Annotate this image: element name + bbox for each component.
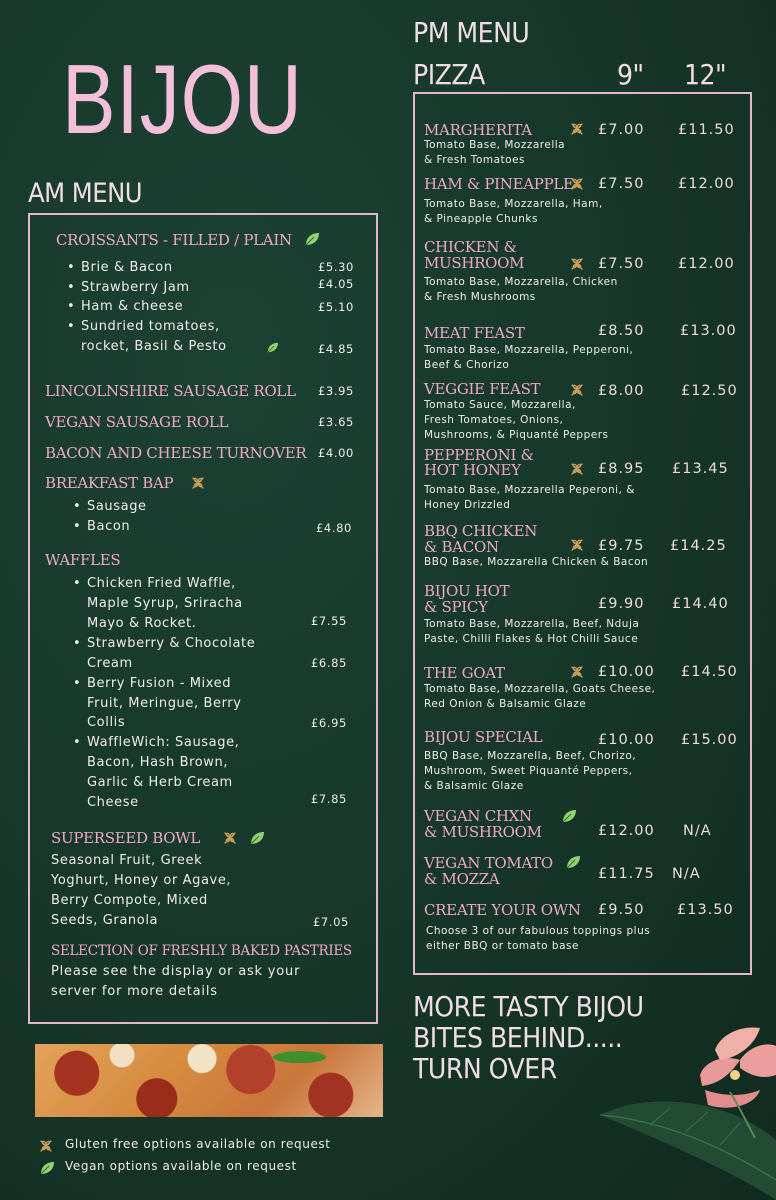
vegan-sausage-roll-heading: VEGAN SAUSAGE ROLL — [45, 413, 229, 431]
pizza-price-12: £11.50 — [678, 122, 735, 138]
pizza-price-12: N/A — [672, 866, 701, 882]
pizza-name: VEGGIE FEAST — [424, 380, 541, 398]
pizza-price-9: £7.00 — [598, 122, 645, 138]
leaf-icon — [39, 1161, 55, 1175]
list-item: • Ham & cheese — [81, 297, 183, 317]
pizza-price-12: N/A — [683, 823, 712, 839]
pizza-desc: either BBQ or tomato base — [426, 940, 579, 952]
pizza-name: VEGAN CHXN — [424, 807, 532, 825]
turn-over-line: TURN OVER — [413, 1052, 557, 1085]
item-price: £4.05 — [318, 277, 354, 291]
pizza-name: MEAT FEAST — [424, 324, 525, 342]
leaf-icon — [561, 809, 577, 823]
brand-title: BIJOU — [62, 44, 303, 154]
pizza-desc: & Fresh Mushrooms — [424, 291, 536, 303]
pizza-name: BIJOU HOT — [424, 582, 510, 600]
superseed-heading: SUPERSEED BOWL — [51, 829, 201, 847]
list-item-continued: Collis — [87, 715, 126, 730]
pizza-name: THE GOAT — [424, 664, 505, 682]
turn-over-line: BITES BEHIND..... — [413, 1021, 623, 1054]
pizza-price-9: £9.50 — [598, 902, 645, 918]
list-item-continued: Fruit, Meringue, Berry — [87, 696, 242, 711]
list-item: • Chicken Fried Waffle, — [87, 574, 236, 594]
list-item-continued: Cream — [87, 656, 133, 671]
pizza-desc: & Fresh Tomatoes — [424, 154, 525, 166]
pizza-price-9: £9.75 — [598, 538, 645, 554]
pizza-name: BBQ CHICKEN — [424, 522, 538, 540]
item-price: £7.05 — [313, 915, 349, 929]
gluten-free-icon — [569, 382, 585, 398]
item-price: £3.65 — [318, 415, 354, 429]
pizza-desc: & Balsamic Glaze — [424, 780, 524, 792]
pizza-price-9: £8.00 — [598, 383, 645, 399]
item-price: £4.80 — [316, 521, 352, 535]
pizza-desc: Beef & Chorizo — [424, 359, 510, 371]
pizza-desc: Tomato Sauce, Mozzarella, — [424, 399, 576, 411]
pizza-name-line2: & MUSHROOM — [424, 823, 542, 841]
pizza-price-9: £7.50 — [598, 176, 645, 192]
pizza-desc: Tomato Base, Mozzarella, Chicken — [424, 276, 618, 288]
list-item-continued: Garlic & Herb Cream — [87, 775, 233, 790]
pastries-desc: server for more details — [51, 984, 218, 999]
pizza-price-12: £13.50 — [677, 902, 734, 918]
pm-menu-title: PM MENU — [413, 16, 530, 49]
gluten-free-icon — [569, 537, 585, 553]
pizza-desc: Tomato Base, Mozzarella — [424, 139, 566, 151]
list-item-continued: Maple Syrup, Sriracha — [87, 596, 243, 611]
pizza-desc: Paste, Chilli Flakes & Hot Chilli Sauce — [424, 633, 639, 645]
pizza-name: VEGAN TOMATO — [424, 854, 553, 872]
pizza-label: PIZZA — [413, 58, 485, 91]
list-item-continued: Mayo & Rocket. — [87, 616, 197, 631]
legend-gluten-free: Gluten free options available on request — [65, 1137, 331, 1151]
pizza-price-9: £10.00 — [598, 664, 655, 680]
leaf-icon — [565, 855, 581, 869]
pizza-desc: Tomato Base, Mozzarella Peperoni, & — [424, 484, 635, 496]
croissants-heading: CROISSANTS - FILLED / PLAIN — [56, 231, 292, 249]
pizza-price-9: £8.95 — [598, 461, 645, 477]
list-item: • Sundried tomatoes, — [81, 317, 220, 337]
pizza-name: HAM & PINEAPPLE — [424, 175, 574, 193]
leaf-icon — [249, 831, 265, 845]
pizza-price-12: £13.00 — [680, 323, 737, 339]
gluten-free-icon — [569, 664, 585, 680]
list-item: • Bacon — [87, 517, 130, 537]
pizza-desc: BBQ Base, Mozzarella, Beef, Chorizo, — [424, 750, 637, 762]
pizza-name: CHICKEN & — [424, 238, 517, 256]
superseed-desc: Seasonal Fruit, Greek — [51, 853, 203, 868]
pizza-price-12: £12.00 — [678, 176, 735, 192]
list-item: • Brie & Bacon — [81, 258, 173, 278]
pizza-price-12: £14.40 — [672, 596, 729, 612]
list-item-continued: Cheese — [87, 795, 139, 810]
item-price: £7.55 — [311, 614, 347, 628]
gluten-free-icon — [569, 121, 585, 137]
pizza-desc: & Pineapple Chunks — [424, 213, 538, 225]
pizza-price-12: £14.25 — [670, 538, 727, 554]
item-price: £4.85 — [318, 342, 354, 356]
leaf-icon — [266, 342, 279, 353]
pizza-name-line2: & MOZZA — [424, 870, 500, 888]
gluten-free-icon — [569, 461, 585, 477]
pizza-desc: Tomato Base, Mozzarella, Goats Cheese, — [424, 683, 656, 695]
pastries-desc: Please see the display or ask your — [51, 964, 301, 979]
pizza-desc: Mushroom, Sweet Piquanté Peppers, — [424, 765, 633, 777]
pizza-name-line2: HOT HONEY — [424, 461, 521, 479]
pizza-desc: Tomato Base, Mozzarella, Pepperoni, — [424, 344, 634, 356]
gluten-free-icon — [190, 475, 206, 491]
pizza-price-9: £11.75 — [598, 866, 655, 882]
list-item: • Strawberry Jam — [81, 278, 190, 298]
pizza-name: CREATE YOUR OWN — [424, 901, 581, 919]
am-menu-title: AM MENU — [28, 178, 143, 209]
list-item: • Berry Fusion - Mixed — [87, 674, 231, 694]
pizza-desc: BBQ Base, Mozzarella Chicken & Bacon — [424, 556, 649, 568]
gluten-free-icon — [222, 830, 238, 846]
pizza-desc: Tomato Base, Mozzarella, Ham, — [424, 198, 603, 210]
list-item-continued: rocket, Basil & Pesto — [81, 339, 227, 354]
pizza-name-line2: & SPICY — [424, 598, 488, 616]
gluten-free-icon — [569, 256, 585, 272]
pizza-price-9: £8.50 — [598, 323, 645, 339]
gluten-free-icon — [38, 1138, 54, 1154]
pastries-heading: SELECTION OF FRESHLY BAKED PASTRIES — [51, 943, 352, 959]
pizza-name: BIJOU SPECIAL — [424, 728, 543, 746]
size-12-label: 12" — [684, 58, 727, 91]
pizza-desc: Mushrooms, & Piquanté Peppers — [424, 429, 609, 441]
pizza-desc: Choose 3 of our fabulous toppings plus — [426, 925, 651, 937]
item-price: £6.85 — [311, 656, 347, 670]
legend-vegan: Vegan options available on request — [65, 1159, 297, 1173]
list-item-continued: Bacon, Hash Brown, — [87, 755, 229, 770]
waffles-heading: WAFFLES — [45, 551, 121, 569]
breakfast-bap-heading: BREAKFAST BAP — [45, 474, 174, 492]
pizza-name: MARGHERITA — [424, 121, 532, 139]
pizza-price-9: £7.50 — [598, 256, 645, 272]
pizza-desc: Fresh Tomatoes, Onions, — [424, 414, 564, 426]
turn-over-line: MORE TASTY BIJOU — [413, 990, 644, 1023]
pizza-name-line2: & BACON — [424, 538, 499, 556]
pizza-desc: Honey Drizzled — [424, 499, 511, 511]
pizza-price-12: £13.45 — [672, 461, 729, 477]
pizza-photo — [35, 1044, 383, 1117]
turnover-heading: BACON AND CHEESE TURNOVER — [45, 444, 307, 462]
list-item: • WaffleWich: Sausage, — [87, 733, 239, 753]
leaf-icon — [304, 232, 320, 246]
pizza-price-9: £9.90 — [598, 596, 645, 612]
pizza-name: PEPPERONI & — [424, 446, 534, 464]
superseed-desc: Seeds, Granola — [51, 913, 159, 928]
size-9-label: 9" — [617, 58, 644, 91]
pizza-name-line2: MUSHROOM — [424, 254, 525, 272]
flower-decoration — [590, 1020, 776, 1200]
item-price: £3.95 — [318, 384, 354, 398]
pizza-price-12: £14.50 — [681, 664, 738, 680]
superseed-desc: Berry Compote, Mixed — [51, 893, 208, 908]
item-price: £4.00 — [318, 446, 354, 460]
pizza-price-9: £12.00 — [598, 823, 655, 839]
pizza-desc: Tomato Base, Mozzarella, Beef, Nduja — [424, 618, 640, 630]
pizza-price-12: £12.00 — [678, 256, 735, 272]
list-item: • Sausage — [87, 497, 147, 517]
item-price: £7.85 — [311, 792, 347, 806]
item-price: £6.95 — [311, 716, 347, 730]
gluten-free-icon — [569, 176, 585, 192]
pizza-desc: Red Onion & Balsamic Glaze — [424, 698, 587, 710]
item-price: £5.10 — [318, 300, 354, 314]
pizza-price-12: £12.50 — [681, 383, 738, 399]
superseed-desc: Yoghurt, Honey or Agave, — [51, 873, 232, 888]
pizza-price-9: £10.00 — [598, 732, 655, 748]
pizza-price-12: £15.00 — [681, 732, 738, 748]
item-price: £5.30 — [318, 260, 354, 274]
list-item: • Strawberry & Chocolate — [87, 634, 255, 654]
sausage-roll-heading: LINCOLNSHIRE SAUSAGE ROLL — [45, 382, 296, 400]
